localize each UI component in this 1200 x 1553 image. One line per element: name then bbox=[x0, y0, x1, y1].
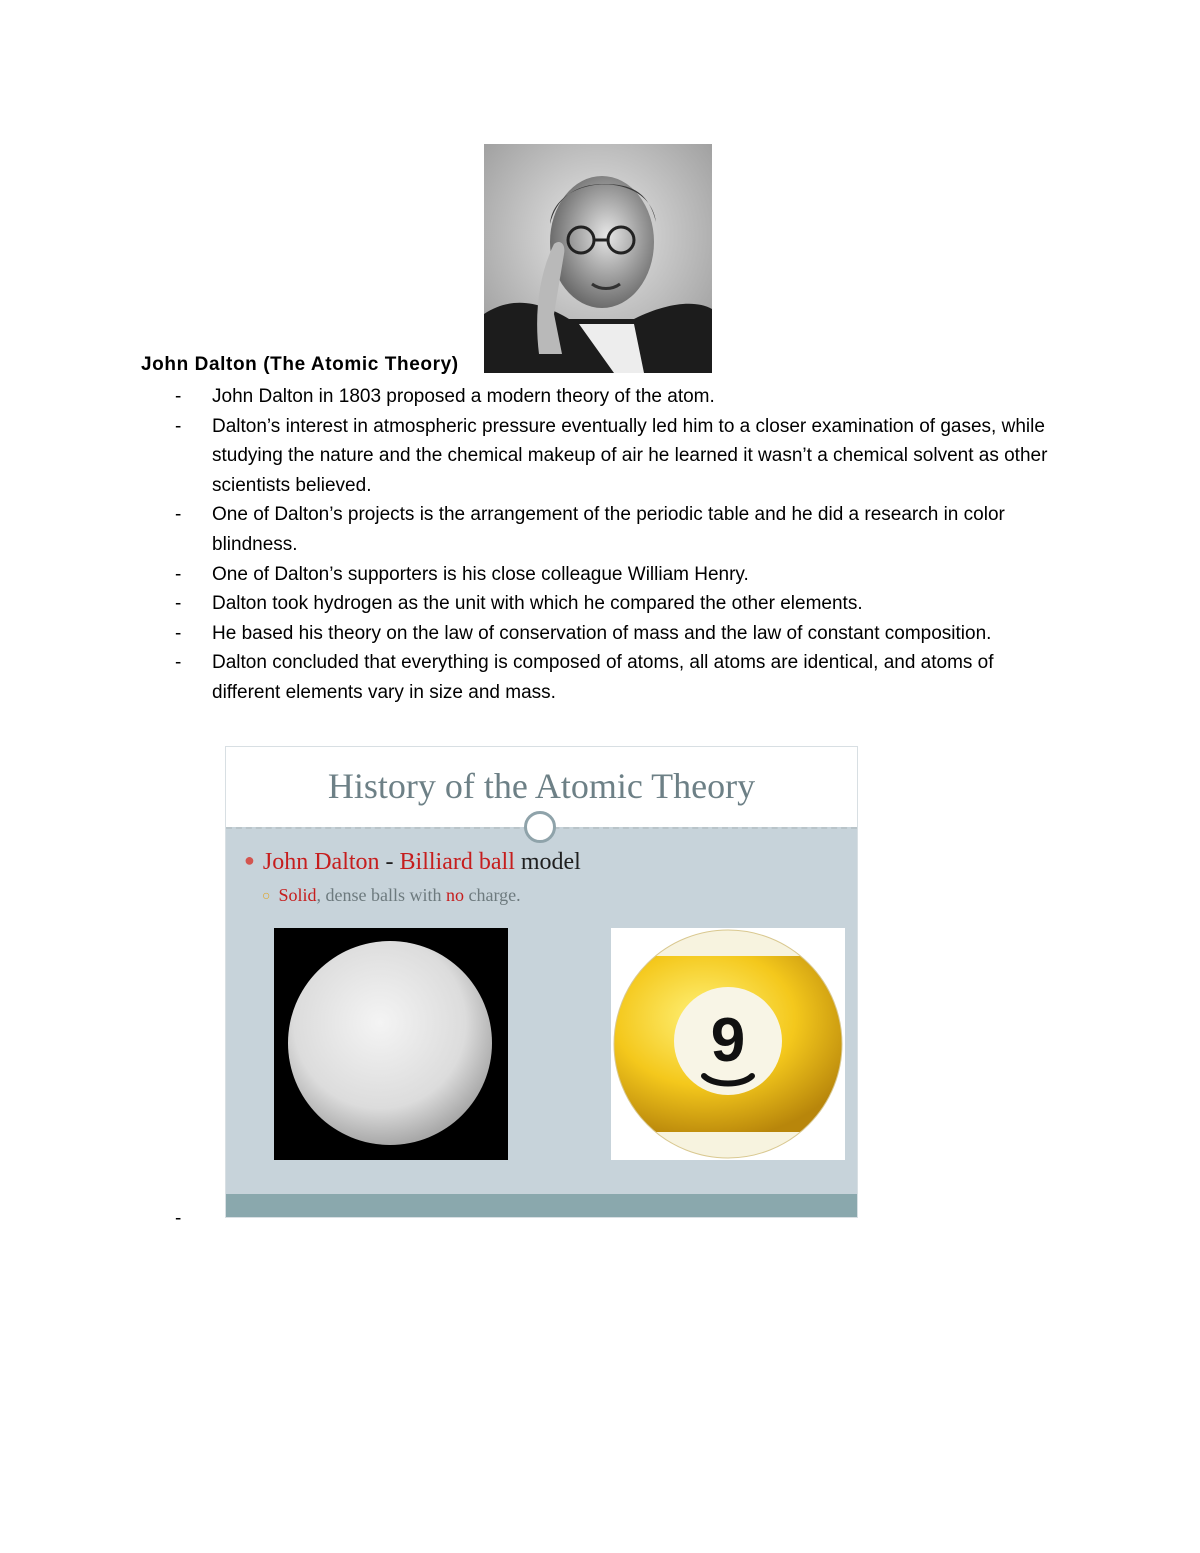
slide-sub-bullet bbox=[262, 885, 521, 906]
list-item-text: John Dalton in 1803 proposed a modern theory of the atom. bbox=[212, 386, 715, 407]
list-item bbox=[141, 648, 1061, 707]
slide-footer-band bbox=[226, 1194, 857, 1217]
white-sphere-icon bbox=[274, 928, 508, 1160]
atom-sphere-image bbox=[274, 928, 508, 1160]
list-item-text: Dalton’s interest in atmospheric pressure eventually led him to a closer examination of gases, while studying the nature and the chemical makeup of air he learned it wasn’t a chemical solvent as other scientists believed. bbox=[212, 415, 1048, 496]
sub-bullet-circle-icon: ○ bbox=[262, 889, 271, 904]
slide-title: History of the Atomic Theory bbox=[327, 766, 756, 806]
billiard-ball-image bbox=[611, 928, 845, 1160]
bullet-marker: - bbox=[175, 386, 182, 407]
list-item-text: One of Dalton’s supporters is his close colleague William Henry. bbox=[212, 563, 749, 585]
bullet-marker: - bbox=[175, 504, 182, 526]
sub-bullet-text-2: charge. bbox=[463, 885, 521, 905]
list-item-text: He based his theory on the law of conservation of mass and the law of constant composition. bbox=[212, 622, 992, 644]
bullet-marker: - bbox=[175, 1208, 182, 1229]
bullet-marker: - bbox=[175, 622, 182, 644]
sub-bullet-no: no bbox=[445, 885, 464, 905]
slide-bullet-separator: - bbox=[379, 849, 400, 875]
bullet-marker: - bbox=[175, 652, 182, 674]
list-item bbox=[141, 619, 1061, 649]
billiard-number: 9 bbox=[710, 1006, 746, 1075]
slide-image bbox=[226, 747, 857, 1217]
ring-icon bbox=[524, 811, 556, 843]
sub-bullet-text-1: , dense balls with bbox=[316, 885, 446, 905]
bullet-marker: - bbox=[175, 415, 182, 437]
dalton-portrait-image bbox=[484, 144, 712, 373]
slide-bullet-name: John Dalton bbox=[262, 849, 380, 875]
bullet-marker: - bbox=[175, 563, 182, 585]
nine-ball-icon bbox=[611, 928, 845, 1160]
list-item-text: Dalton took hydrogen as the unit with which he compared the other elements. bbox=[212, 593, 863, 615]
bullet-dot-icon: ● bbox=[244, 850, 255, 870]
list-item-text: Dalton concluded that everything is composed of atoms, all atoms are identical, and atoms of different elements vary in size and mass. bbox=[212, 652, 994, 703]
list-item bbox=[141, 589, 1061, 619]
slide-bullet bbox=[244, 849, 581, 876]
list-item bbox=[141, 412, 1061, 501]
section-heading: John Dalton (The Atomic Theory) bbox=[141, 354, 459, 375]
slide-bullet-model-suffix: model bbox=[514, 849, 581, 875]
list-item-text: One of Dalton’s projects is the arrangement of the periodic table and he did a research in color blindness. bbox=[212, 504, 1005, 555]
list-item bbox=[141, 500, 1061, 559]
bullet-marker: - bbox=[175, 593, 182, 615]
sub-bullet-solid: Solid bbox=[278, 885, 317, 905]
portrait-icon bbox=[484, 144, 712, 373]
list-item bbox=[141, 560, 1061, 590]
list-item bbox=[141, 382, 1061, 412]
slide-bullet-model: Billiard ball bbox=[399, 849, 515, 875]
bullet-list bbox=[141, 382, 1061, 708]
